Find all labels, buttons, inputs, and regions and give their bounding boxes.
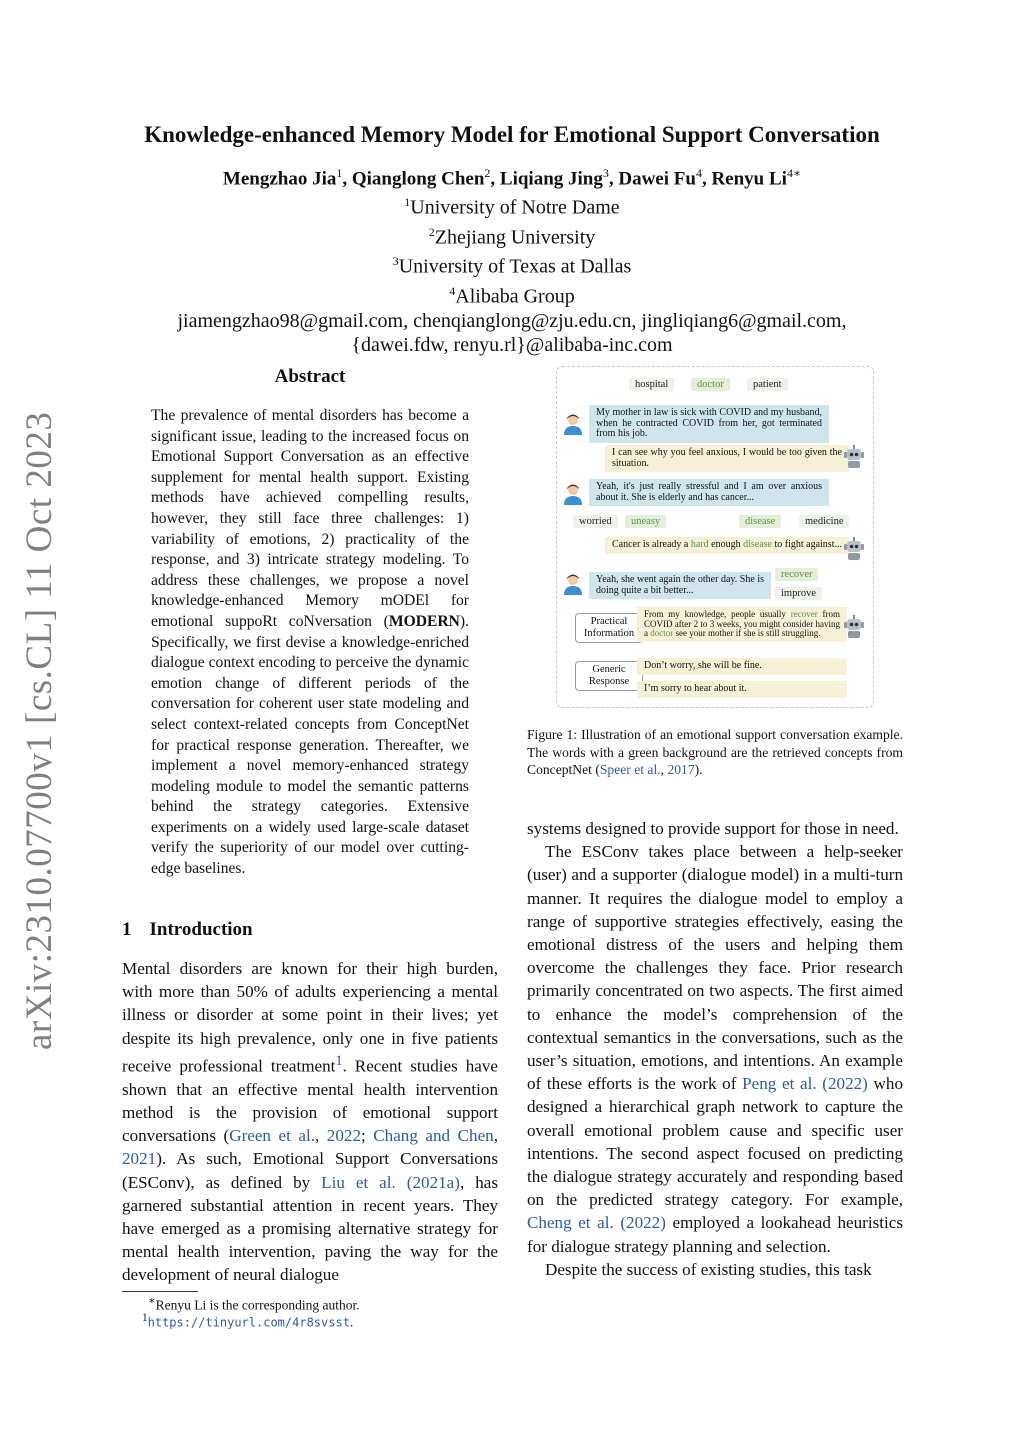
practical-information-label: Practical Information [575, 613, 643, 643]
author: Renyu Li [711, 168, 787, 190]
author-affil-mark: 2 [484, 166, 491, 180]
footnote-link[interactable]: https://tinyurl.com/4r8svsst [147, 1315, 350, 1330]
email-line: {dawei.fdw, renyu.rl}@alibaba-inc.com [351, 333, 673, 356]
affiliations [0, 190, 1024, 357]
user-avatar-icon [563, 413, 583, 435]
concept-chip: disease [739, 515, 781, 528]
footnote-url: $^1$https://tinyurl.com/4r8svsst. [142, 1312, 354, 1330]
generic-response-label: Generic Response [575, 661, 643, 691]
citation-link[interactable]: 2022 [326, 1126, 361, 1146]
author-affil-mark: 4∗ [786, 166, 802, 180]
paper-title: Knowledge-enhanced Memory Model for Emotional Support Conversation [144, 122, 880, 147]
citation-link[interactable]: (2021a) [406, 1172, 460, 1192]
citation-link[interactable]: 2021 [122, 1149, 157, 1169]
author: Qianglong Chen [351, 168, 485, 190]
figure-1 [556, 366, 874, 708]
section-heading: 1 Introduction [122, 919, 253, 940]
paragraph: The ESConv takes place between a help-seeker (user) and a supporter (dialogue model) in a multi-turn manner. It requires the dialogue model to employ a range of supportive strategies effectively, easing the emotional distress of the users and helping them overcome the challenges they face. Prior research primarily concentrated on two aspects. The first aimed to enhance the model’s comprehension of the contextual semantics in the conversations, such as the user’s situation, emotions, and intentions. An example of these efforts is the work of Peng et al. (2022) who designed a hierarchical graph network to capture the overall emotional problem cause and specific user intentions. The second aspect focused on predicting the dialogue strategy accurately and responding based on the predicted strategy category. For example, Cheng et al. (2022) employed a lookahead heuristics for dialogue strategy planning and selection. [527, 842, 903, 1256]
citation-link[interactable]: Chang and Chen [373, 1126, 494, 1146]
concept-chip: doctor [691, 378, 730, 391]
robot-icon [843, 537, 865, 561]
concept-chip: medicine [799, 515, 849, 528]
affiliation: $^4$Alibaba Group [449, 283, 575, 308]
affiliation: $^1$University of Notre Dame [404, 195, 620, 219]
footnote-ref[interactable]: 1 [335, 1052, 343, 1069]
bot-message: Cancer is already a hard enough disease to fight against... [605, 537, 849, 554]
author-list: Mengzhao Jia$^1$, Qianglong Chen$^2$, Liqiang Jing$^3$, Dawei Fu$^4$, Renyu $Li^{4∗}$ [222, 166, 802, 190]
citation-link[interactable]: (2022) [620, 1213, 666, 1233]
paragraph: systems designed to provide support for those in need. [527, 819, 899, 838]
author-affil-mark: 4 [695, 166, 702, 180]
citation-link[interactable]: Liu et al. [321, 1172, 396, 1192]
arxiv-stamp: arXiv:2310.07700v1 [cs.CL] 11 Oct 2023 [19, 411, 60, 1050]
practical-response: From my knowledge, people usually recover from COVID after 2 to 3 weeks, you might consider having a doctor see your mother if she is still struggling. [637, 607, 847, 642]
author: Mengzhao Jia [222, 168, 337, 190]
citation-link[interactable]: Green et al. [229, 1126, 315, 1146]
user-message: My mother in law is sick with COVID and my husband, when he contracted COVID from her, got terminated from his job. [589, 405, 829, 443]
citation-link[interactable]: Cheng et al. [527, 1213, 614, 1233]
user-message: Yeah, it's just really stressful and I am over anxious about it. She is elderly and has cancer... [589, 479, 829, 506]
author: Dawei Fu [618, 168, 696, 190]
abstract-heading: Abstract [274, 366, 346, 387]
user-avatar-icon [563, 483, 583, 505]
figure-caption: Figure 1: Illustration of an emotional support conversation example. The words with a green background are the retrieved concepts from ConceptNet (Speer et al., 2017). [527, 727, 903, 777]
concept-chip: recover [775, 568, 818, 581]
concept-chip: hospital [629, 378, 674, 391]
concept-chip: uneasy [625, 515, 666, 528]
citation-link[interactable]: Peng et al. [742, 1074, 817, 1094]
affiliation: $^2$Zhejiang University [428, 224, 596, 249]
user-message: Yeah, she went again the other day. She is doing quite a bit better... [589, 572, 771, 599]
concept-chip: worried [573, 515, 618, 528]
author: Liqiang Jing [499, 168, 603, 190]
abstract-body: The prevalence of mental disorders has become a significant issue, leading to the increased focus on Emotional Support Conversation as an effective supplement for mental health support. Existing methods have achieved compelling results, however, they still face three challenges: 1) variability of emotions, 2) practicality of the response, and 3) intricate strategy modeling. To address these challenges, we propose a novel knowledge-enhanced Memory mODEl for emotional suppoRt coNversation (MODERN). Specifically, we first devise a knowledge-enriched dialogue context encoding to perceive the dynamic emotion change of different periods of the conversation for coherent user state modeling and select context-related concepts from ConceptNet for practical response generation. Thereafter, we implement a novel memory-enhanced strategy modeling module to model the semantic patterns behind the strategy categories. Extensive experiments on a widely used large-scale dataset verify the superiority of our model over cutting-edge baselines. [151, 407, 469, 878]
paragraph: Despite the success of existing studies, this task [545, 1259, 872, 1279]
citation-link[interactable]: (2022) [822, 1074, 868, 1094]
generic-response: Don’t worry, she will be fine. [637, 658, 847, 675]
bot-message: I can see why you feel anxious, I would be too given the situation. [605, 445, 849, 472]
intro-right-column [527, 817, 903, 1281]
email-line: jiamengzhao98@gmail.com, chenqianglong@zju.edu.cn, jingliqiang6@gmail.com, [177, 309, 847, 332]
generic-response: I’m sorry to hear about it. [637, 681, 847, 698]
author-affil-mark: 3 [602, 166, 609, 180]
robot-icon [843, 615, 865, 639]
footnote-divider [122, 1291, 198, 1292]
robot-icon [843, 445, 865, 469]
intro-left-column: Mental disorders are known for their high burden, with more than 50% of adults experiencing a mental illness or disorder at some point in their lives; yet despite its high prevalence, only one in five patients receive professional treatment$^1$. Recent studies have shown that an effective mental health intervention method is the provision of emotional support conversations (Green et al., 2022; Chang and Chen, 2021). As such, Emotional Support Conversations (ESConv), as defined by Liu et al. (2021a), has garnered substantial attention in recent years. They have emerged as a promising alternative strategy for mental health intervention, paving the way for the development of neural dialogue [122, 959, 498, 1285]
citation-link[interactable]: Speer et al. [599, 762, 661, 777]
citation-link[interactable]: 2017 [667, 762, 695, 777]
footnote-corresponding: ∗Renyu Li is the corresponding author. [148, 1295, 360, 1313]
affiliation: $^3$University of Texas at Dallas [392, 254, 632, 278]
author-affil-mark: 1 [336, 166, 343, 180]
user-avatar-icon [563, 573, 583, 595]
concept-chip: improve [775, 587, 822, 600]
concept-chip: patient [747, 378, 788, 391]
